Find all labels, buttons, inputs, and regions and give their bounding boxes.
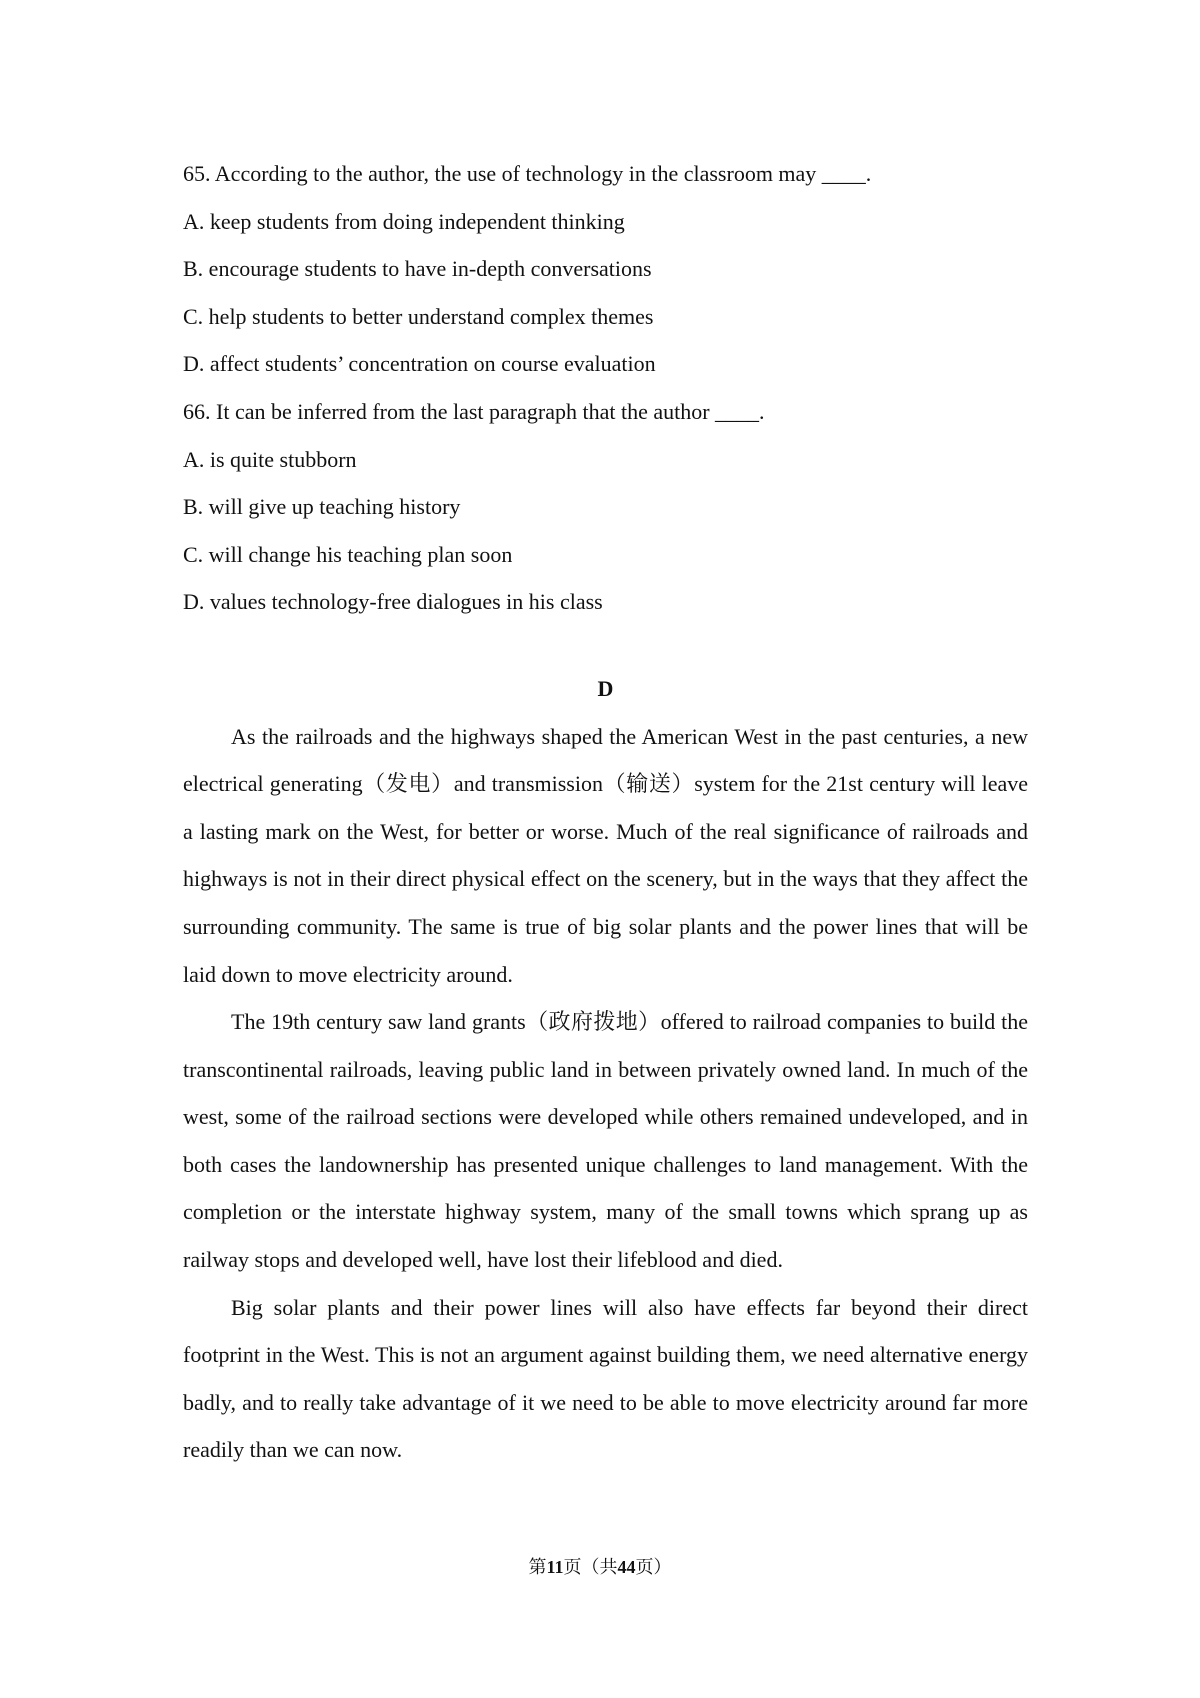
question-option: A. is quite stubborn	[183, 446, 357, 472]
page-footer	[0, 1555, 1200, 1579]
question-option: D. affect students’ concentration on course evaluation	[183, 351, 656, 377]
passage-paragraph: The 19th century saw land grants（政府拨地）offered to railroad companies to build the transcontinental railroads, leaving public land in between privately owned land. In much of the west, some of the railroad sections were developed while others remained undeveloped, and in both cases the landownership has presented unique challenges to land management. With the completion or the interstate highway system, many of the small towns which sprang up as railway stops and developed well, have lost their lifeblood and died.	[183, 1009, 1028, 1273]
question-65	[183, 150, 1028, 388]
page-content	[183, 150, 1028, 1474]
passage-paragraph: Big solar plants and their power lines will also have effects far beyond their direct footprint in the West. This is not an argument against building them, we need alternative energy badly, and to really take advantage of it we need to be able to move electricity around far more readily than we can now.	[183, 1294, 1028, 1463]
footer-prefix: 第	[528, 1557, 547, 1577]
question-stem: 66. It can be inferred from the last paragraph that the author ____.	[183, 398, 765, 424]
question-option: B. encourage students to have in-depth conversations	[183, 256, 652, 282]
section-title: D	[597, 675, 614, 701]
footer-total-pages: 44	[617, 1557, 636, 1577]
question-option: D. values technology-free dialogues in his class	[183, 589, 603, 615]
footer-middle: 页（共	[563, 1557, 618, 1577]
question-option: B. will give up teaching history	[183, 494, 461, 520]
question-stem: 65. According to the author, the use of technology in the classroom may ____.	[183, 161, 872, 186]
footer-page-number: 11	[546, 1557, 564, 1577]
passage-paragraph: As the railroads and the highways shaped the American West in the past centuries, a new electrical generating（发电）and transmission（输送）system for the 21st century will leave a lasting mark on the West, for better or worse. Much of the real significance of railroads and highways is not in their direct physical effect on the scenery, but in the ways that they affect the surrounding community. The same is true of big solar plants and the power lines that will be laid down to move electricity around.	[183, 723, 1028, 987]
question-option: C. will change his teaching plan soon	[183, 541, 513, 567]
footer-suffix: 页）	[635, 1557, 672, 1577]
question-66	[183, 388, 1028, 626]
question-option: C. help students to better understand complex themes	[183, 303, 654, 329]
question-option: A. keep students from doing independent thinking	[183, 208, 625, 234]
